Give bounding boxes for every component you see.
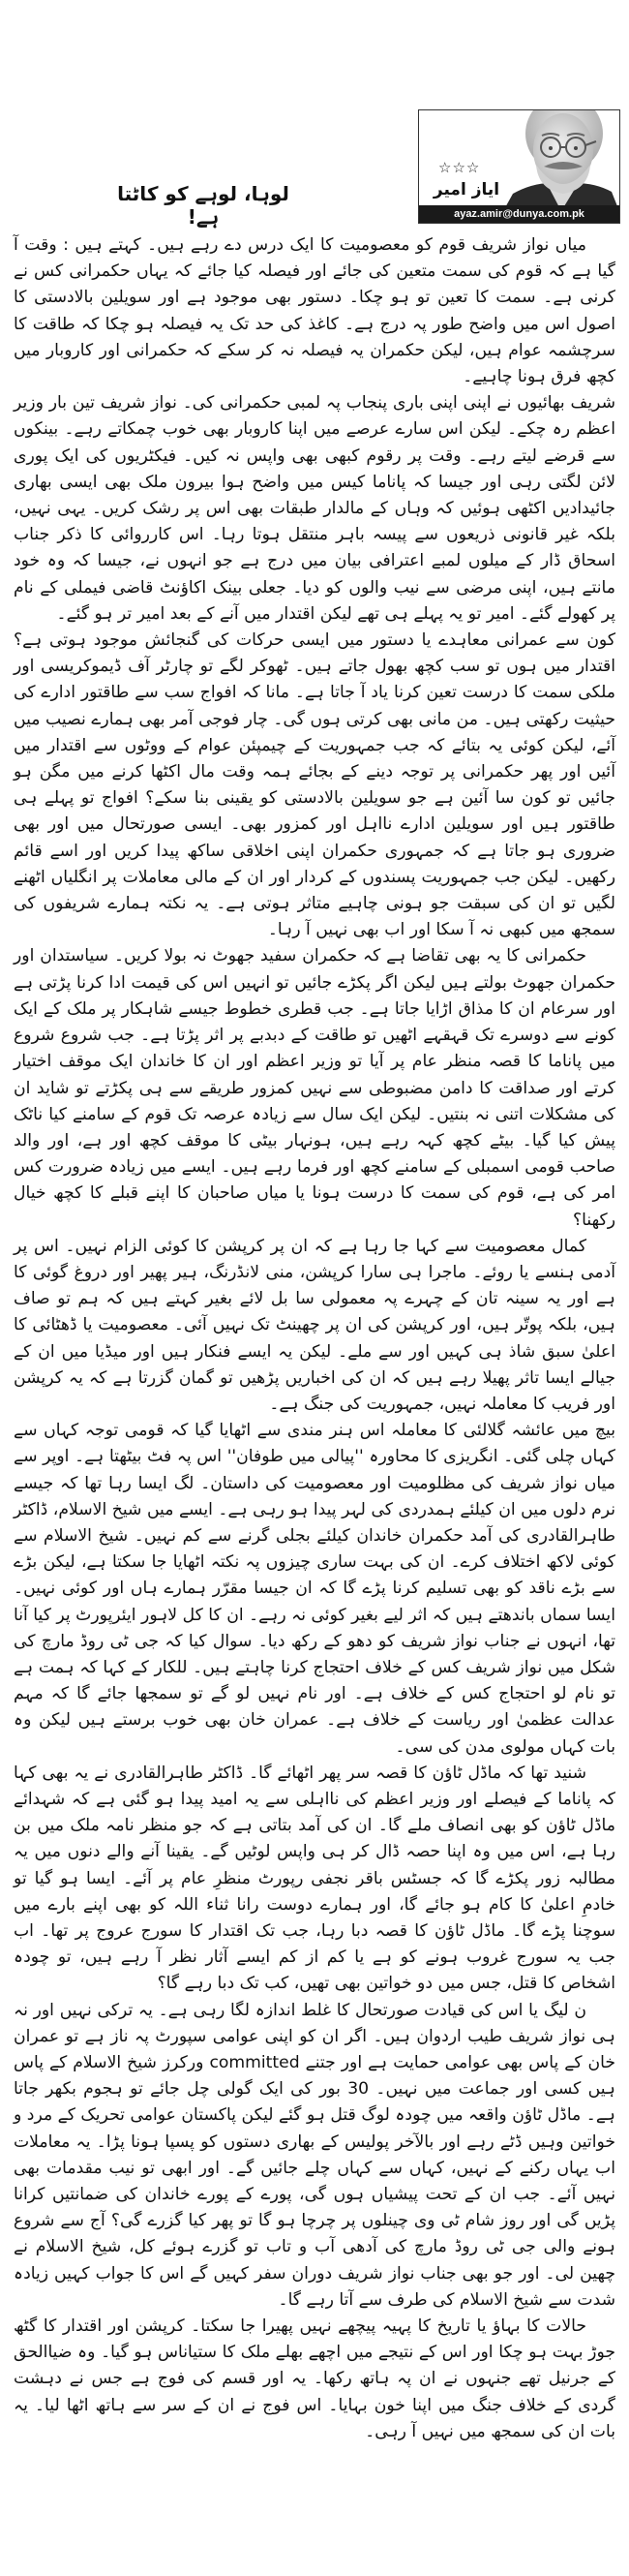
article-paragraph: میاں نواز شریف قوم کو معصومیت کا ایک درس دے رہے ہیں۔ کہتے ہیں : وقت آ گیا ہے کہ قوم کی سمت متعین کی جائے اور فیصلہ کیا جائے کہ یہاں حکمرانی کس نے کرنی ہے۔ سمت کا تعین تو ہو چکا۔ دستور بھی موجود ہے اور سویلین بالادستی کا اصول اس میں واضح طور پہ درج ہے۔ کاغذ کی حد تک یہ فیصلہ ہو چکا کہ طاقت کا سرچشمہ عوام ہیں، لیکن حکمران یہ فیصلہ نہ کر سکے کہ حکمرانی اور کاروبار میں کچھ فرق ہونا چاہیے۔	[14, 235, 615, 387]
headline: لوہا، لوہے کو کاٹتا ہے!	[117, 182, 289, 229]
author-email[interactable]: ayaz.amir@dunya.com.pk	[419, 205, 619, 223]
article-paragraph: شریف بھائیوں نے اپنی اپنی باری پنجاب پہ لمبی حکمرانی کی۔ نواز شریف تین بار وزیر اعظم رہ چکے۔ لیکن اس سارے عرصے میں اپنا کاروبار بھی خوب چمکاتے رہے۔ بینکوں سے قرضے لیتے رہے۔ وقت پر رقوم کبھی بھی واپس نہ کیں۔ فیکٹریوں کی ایک پوری لائن لگتی رہی اور جیسا کہ پاناما کیس میں واضح ہوا بیرون ملک بھی ایسی بھاری جائیدادیں اکٹھی ہوئیں کہ وہاں کے مالدار طبقات بھی اس پر رشک کریں۔ یہی نہیں، بلکہ غیر قانونی ذریعوں سے پیسہ باہر منتقل ہوتا رہا۔ اس کارروائی کا ذکر جناب اسحاق ڈار کے میلوں لمبے اعترافی بیان میں درج ہے جو انہوں نے، جیسا کہ وہ خود مانتے ہیں، اپنی مرضی سے نیب والوں کو دیا۔ جعلی بینک اکاؤنٹ قاضی فیملی کے نام پر کھولے گئے۔ امیر تو یہ پہلے ہی تھے لیکن اقتدار میں آنے کے بعد امیر تر ہو گئے۔	[14, 393, 615, 624]
column-header	[0, 0, 629, 228]
author-portrait-icon	[503, 109, 619, 211]
article-paragraph: ن لیگ یا اس کی قیادت صورتحال کا غلط اندازہ لگا رہی ہے۔ یہ ترکی نہیں اور نہ ہی نواز شریف طیب اردوان ہیں۔ اگر ان کو اپنی عوامی سپورٹ پہ ناز ہے تو عمران خان کے پاس بھی عوامی حمایت ہے اور جتنے committed ورکرز شیخ الاسلام کے پاس ہیں کسی اور جماعت میں نہیں۔ 30 بور کی ایک گولی چل جائے تو ہجوم بکھر جاتا ہے۔ ماڈل ٹاؤن واقعہ میں چودہ لوگ قتل ہو گئے لیکن پاکستان عوامی تحریک کے مرد و خواتین وہیں ڈٹے رہے اور بالآخر پولیس کے بھاری دستوں کو پسپا ہونا پڑا۔ یہ معاملات اب یہاں رکنے کے نہیں، کہاں سے کہاں چلے جائیں گے۔ اور ابھی تو نیب مقدمات بھی نہیں آئے۔ جب ان کے تحت پیشیاں ہوں گی، پورے کے پورے خاندان کی ضمانتیں کرانا پڑیں گی اور روز شام ٹی وی چینلوں پر چرچا ہو گا تو پھر کیا گزرے گی؟ آج سے شروع ہونے والی جی ٹی روڈ مارچ کی آدھی آب و تاب تو گزرے ہوئے کل، شیخ الاسلام نے چھین لی۔ اور جو بھی جناب نواز شریف دوران سفر کہیں گے اس کا جواب کہیں زیادہ شدت سے شیخ الاسلام کی طرف سے آتا رہے گا۔	[14, 2000, 615, 2310]
author-name: ایاز امیر	[433, 180, 500, 199]
article-paragraph: شنید تھا کہ ماڈل ٹاؤن کا قصہ سر پھر اٹھائے گا۔ ڈاکٹر طاہرالقادری نے یہ بھی کہا کہ پاناما کے فیصلے اور وزیر اعظم کی نااہلی سے یہ امید پیدا ہو گئی ہے کہ شہدائے ماڈل ٹاؤن کو بھی انصاف ملے گا۔ ان کی آمد بتاتی ہے کہ جو منظر نامہ ملک میں بن رہا ہے، اس میں وہ اپنا حصہ ڈال کر ہی واپس لوٹیں گے۔ یقینا آنے والے دنوں میں یہ مطالبہ زور پکڑے گا کہ جسٹس باقر نجفی رپورٹ منظرِ عام پر آئے۔ ایسا ہو گیا تو خادمِ اعلیٰ کا کام ہو جائے گا، اور ہمارے دوست رانا ثناء اللہ کو بھی اپنے بارے میں سوچنا پڑے گا۔ ماڈل ٹاؤن کا قصہ دبا رہا، جب تک اقتدار کا سورج عروج پر تھا۔ اب جب یہ سورج غروب ہونے کو ہے یا کم از کم ایسے آثار نظر آ رہے ہیں، تو چودہ اشخاص کا قتل، جس میں دو خواتین بھی تھیں، کب تک دبا رہے گا؟	[14, 1763, 615, 1994]
article-paragraph: حالات کا بہاؤ یا تاریخ کا پہیہ پیچھے نہیں پھیرا جا سکتا۔ کرپشن اور اقتدار کا گٹھ جوڑ بہت ہو چکا اور اس کے نتیجے میں اچھے بھلے ملک کا ستیاناس ہو گیا۔ وہ ضیاالحق کے جرنیل تھے جنہوں نے ان پہ ہاتھ رکھا۔ یہ اور قسم کی فوج ہے جس نے دہشت گردی کے خلاف جنگ میں اپنا خون بہایا۔ اس فوج نے ان کے سر سے ہاتھ اٹھا لیا۔ یہ بات ان کی سمجھ میں نہیں آ رہی۔	[14, 2316, 615, 2441]
rating-stars: ☆☆☆	[438, 159, 481, 176]
article-paragraph: کون سے عمرانی معاہدے یا دستور میں ایسی حرکات کی گنجائش موجود ہوتی ہے؟ اقتدار میں ہوں تو سب کچھ بھول جاتے ہیں۔ ٹھوکر لگے تو چارٹر آف ڈیموکریسی اور ملکی سمت کا درست تعین کرنا یاد آ جاتا ہے۔ مانا کہ افواج سب سے طاقتور ادارے کی حیثیت رکھتی ہیں۔ من مانی بھی کرتی ہوں گی۔ چار فوجی آمر بھی ہمارے نصیب میں آئے، لیکن کوئی یہ بتائے کہ جب جمہوریت کے چیمپئن عوام کے ووٹوں سے اقتدار میں آئیں اور پھر حکمرانی پر توجہ دینے کے بجائے ہمہ وقت مال اکٹھا کرنے میں مگن ہو جائیں تو کون سا آئین ہے جو سویلین بالادستی کو یقینی بنا سکے؟ افواج تو پہلے ہی طاقتور ہیں اور سویلین ادارے نااہل اور کمزور بھی۔ ایسی صورتحال میں اور بھی ضروری ہو جاتا ہے کہ جمہوری حکمران اپنی اخلاقی ساکھ پیدا کریں اور اسے قائم رکھیں۔ لیکن جب جمہوریت پسندوں کے کردار اور ان کے مالی معاملات پر انگلیاں اٹھنے لگیں تو ان کی سبقت جو ہونی چاہیے متاثر ہوتی ہے۔ یہ نکتہ ہمارے شریفوں کی سمجھ میں کبھی نہ آ سکا اور اب بھی نہیں آ رہا۔	[14, 630, 615, 940]
author-byline-box	[418, 109, 620, 224]
article-paragraph: بیچ میں عائشہ گلالئی کا معاملہ اس ہنر مندی سے اٹھایا گیا کہ قومی توجہ کہاں سے کہاں چلی گئی۔ انگریزی کا محاورہ ''پیالی میں طوفان'' اس پہ فٹ بیٹھتا ہے۔ اوپر سے میاں نواز شریف کی مظلومیت اور معصومیت کی داستان۔ لگ ایسا رہا تھا کہ جیسے نرم دلوں میں ان کیلئے ہمدردی کی لہر پیدا ہو رہی ہے۔ ایسے میں شیخ الاسلام، ڈاکٹر طاہرالقادری کی آمد حکمران خاندان کیلئے بجلی گرنے سے کم نہیں۔ شیخ الاسلام سے کوئی لاکھ اختلاف کرے۔ ان کی بہت ساری چیزوں پہ نکتہ اٹھایا جا سکتا ہے، لیکن بڑے سے بڑے ناقد کو بھی تسلیم کرنا پڑے گا کہ ان جیسا مقرّر ہمارے ہاں اور کوئی نہیں۔ ایسا سماں باندھتے ہیں کہ اثر لیے بغیر کوئی نہ رہے۔ ان کا کل لاہور ایئرپورٹ پر کیا آنا تھا، انہوں نے جناب نواز شریف کو دھو کے رکھ دیا۔ سوال کیا کہ جی ٹی روڈ مارچ کی شکل میں نواز شریف کس کے خلاف احتجاج کرنا چاہتے ہیں۔ للکار کے کہا کہ ہمت ہے تو نام لو احتجاج کس کے خلاف ہے۔ اور نام نہیں لو گے تو سمجھا جائے گا کہ مہم عدالت عظمیٰ اور ریاست کے خلاف ہے۔ عمران خان بھی خوب برستے ہیں لیکن وہ بات کہاں مولوی مدن کی سی۔	[14, 1421, 615, 1757]
article-paragraph: حکمرانی کا یہ بھی تقاضا ہے کہ حکمران سفید جھوٹ نہ بولا کریں۔ سیاستدان اور حکمران جھوٹ بولتے ہیں لیکن اگر پکڑے جائیں تو انہیں اس کی قیمت ادا کرنا پڑتی ہے اور سرعام ان کا مذاق اڑایا جاتا ہے۔ جب قطری خطوط جیسے شاہکار پر ملک کے ایک کونے سے دوسرے تک قہقہے اٹھیں تو طاقت کے دبدبے پر اثر پڑتا ہے۔ جب شروع شروع میں پاناما کا قصہ منظر عام پر آیا تو وزیر اعظم اور ان کا خاندان ایک موقف اختیار کرتے اور صداقت کا دامن مضبوطی سے نہیں کمزور طریقے سے ہی پکڑتے تو شاید ان کی مشکلات اتنی نہ بنتیں۔ لیکن ایک سال سے زیادہ عرصہ تک قوم کے سامنے کیا ناٹک پیش کیا گیا۔ بیٹے کچھ کہہ رہے ہیں، ہونہار بیٹی کا موقف کچھ اور ہے، اور والد صاحب قومی اسمبلی کے سامنے کچھ اور فرما رہے ہیں۔ ایسے میں زیادہ ضرورت کس امر کی ہے، قوم کی سمت کا درست ہونا یا میاں صاحبان کا اپنے قبلے کا کچھ خیال رکھنا؟	[14, 946, 615, 1230]
article-paragraph: کمال معصومیت سے کہا جا رہا ہے کہ ان پر کرپشن کا کوئی الزام نہیں۔ اس پر آدمی ہنسے یا روئے۔ ماجرا ہی سارا کرپشن، منی لانڈرنگ، ہیر پھیر اور دروغ گوئی کا ہے اور یہ سینہ تان کے چہرے پہ معمولی سا بل لائے بغیر کہتے ہیں کہ ہم تو صاف ہیں، بلکہ پوتّر ہیں، اور کرپشن کی ان پر چھینٹ تک نہیں آئی۔ معصومیت یا ڈھٹائی کا اعلیٰ سبق شاذ ہی کہیں اور سے ملے۔ لیکن یہ ایسے فنکار ہیں اور میڈیا میں ان کے جیالے ایسا تاثر پھیلا رہے ہیں کہ ان کی اخباریں پڑھیں تو گمان گزرتا ہے کہ یہ کرپشن اور فریب کا معاملہ نہیں، جمہوریت کی جنگ ہے۔	[14, 1236, 615, 1414]
article-body	[14, 232, 615, 2445]
